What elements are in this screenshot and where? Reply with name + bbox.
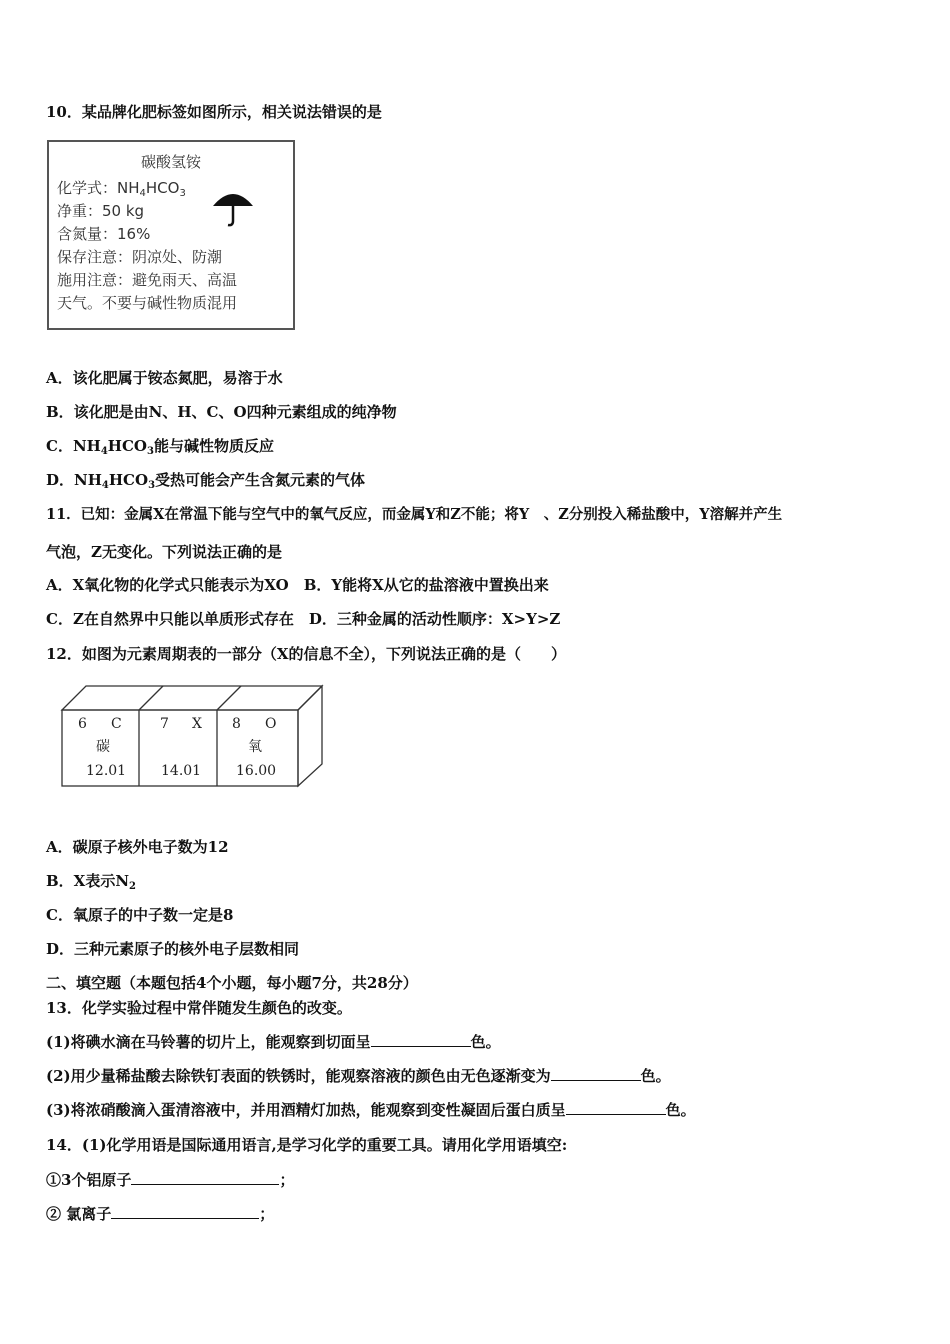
q14-item-2: ② 氯离子 ； bbox=[46, 1205, 275, 1223]
cell-o-mass: 16.00 bbox=[236, 763, 277, 779]
cell-x-symbol: X bbox=[192, 716, 202, 732]
label-nitrogen: 含氮量：16% bbox=[57, 225, 151, 243]
cell-o-number: 8 bbox=[232, 716, 241, 732]
q13-blank-1[interactable] bbox=[371, 1032, 471, 1047]
cell-c-name: 碳 bbox=[96, 739, 110, 755]
label-storage: 保存注意：阴凉处、防潮 bbox=[57, 248, 223, 266]
q11-stem-1: 11．已知：金属X在常温下能与空气中的氧气反应，而金属Y和Z不能；将Y 、Z分别投入稀盐酸中，Y溶解并产生 bbox=[46, 506, 783, 523]
cell-o-name: 氧 bbox=[248, 739, 262, 755]
q10-stem: 10．某品牌化肥标签如图所示，相关说法错误的是 bbox=[46, 103, 382, 121]
label-usage-1: 施用注意：避免雨天、高温 bbox=[57, 271, 238, 289]
cell-c-mass: 12.01 bbox=[86, 763, 127, 779]
label-net-weight: 净重：50 kg bbox=[57, 202, 145, 220]
q10-option-a: A．该化肥属于铵态氮肥，易溶于水 bbox=[46, 369, 283, 387]
q12-option-b: B．X表示$N_2$ bbox=[46, 872, 136, 892]
periodic-table-fragment bbox=[56, 684, 326, 790]
section-2-heading: 二、填空题（本题包括4个小题，每小题7分，共28分） bbox=[46, 974, 418, 992]
q13-blank-3[interactable] bbox=[566, 1100, 666, 1115]
cell-c-number: 6 bbox=[78, 716, 87, 732]
q11-options-cd: C．Z在自然界中只能以单质形式存在 D．三种金属的活动性顺序：X>Y>Z bbox=[46, 610, 561, 628]
cell-c-symbol: C bbox=[111, 716, 122, 732]
cell-x-mass: 14.01 bbox=[161, 763, 202, 779]
label-usage-2: 天气。不要与碱性物质混用 bbox=[57, 294, 238, 312]
fertilizer-label bbox=[47, 140, 295, 330]
q10-option-c: C．$NH_4HCO_3$能与碱性物质反应 bbox=[46, 437, 274, 457]
q14-stem: 14．(1)化学用语是国际通用语言,是学习化学的重要工具。请用化学用语填空: bbox=[46, 1136, 568, 1154]
q11-options-ab: A．X氧化物的化学式只能表示为XO B．Y能将X从它的盐溶液中置换出来 bbox=[46, 576, 549, 594]
q13-blank-2[interactable] bbox=[551, 1066, 641, 1081]
umbrella-icon bbox=[211, 188, 255, 228]
q13-part-1: (1)将碘水滴在马铃薯的切片上，能观察到切面呈 色。 bbox=[46, 1033, 501, 1051]
q10-option-b: B．该化肥是由N、H、C、O四种元素组成的纯净物 bbox=[46, 403, 397, 421]
q14-blank-1[interactable] bbox=[131, 1170, 279, 1185]
q12-option-d: D．三种元素原子的核外电子层数相同 bbox=[46, 940, 300, 958]
q12-stem: 12．如图为元素周期表的一部分（X的信息不全），下列说法正确的是（ ） bbox=[46, 645, 567, 663]
q14-item-1: ①3个铝原子 ； bbox=[46, 1171, 295, 1189]
q12-option-c: C．氧原子的中子数一定是8 bbox=[46, 906, 234, 924]
cell-x-number: 7 bbox=[160, 716, 169, 732]
q13-part-2: (2)用少量稀盐酸去除铁钉表面的铁锈时，能观察溶液的颜色由无色逐渐变为 色。 bbox=[46, 1067, 671, 1085]
label-formula: 化学式：$NH_4HCO_3$ bbox=[57, 179, 186, 199]
q13-part-3: (3)将浓硝酸滴入蛋清溶液中，并用酒精灯加热，能观察到变性凝固后蛋白质呈 色。 bbox=[46, 1101, 696, 1119]
cell-o-symbol: O bbox=[265, 716, 277, 732]
q13-stem: 13．化学实验过程中常伴随发生颜色的改变。 bbox=[46, 999, 352, 1017]
q11-stem-2: 气泡，Z无变化。下列说法正确的是 bbox=[46, 543, 282, 561]
q10-option-d: D．$NH_4HCO_3$受热可能会产生含氮元素的气体 bbox=[46, 471, 366, 491]
q14-blank-2[interactable] bbox=[111, 1204, 259, 1219]
q12-option-a: A．碳原子核外电子数为12 bbox=[46, 838, 229, 856]
label-title: 碳酸氢铵 bbox=[140, 153, 201, 171]
